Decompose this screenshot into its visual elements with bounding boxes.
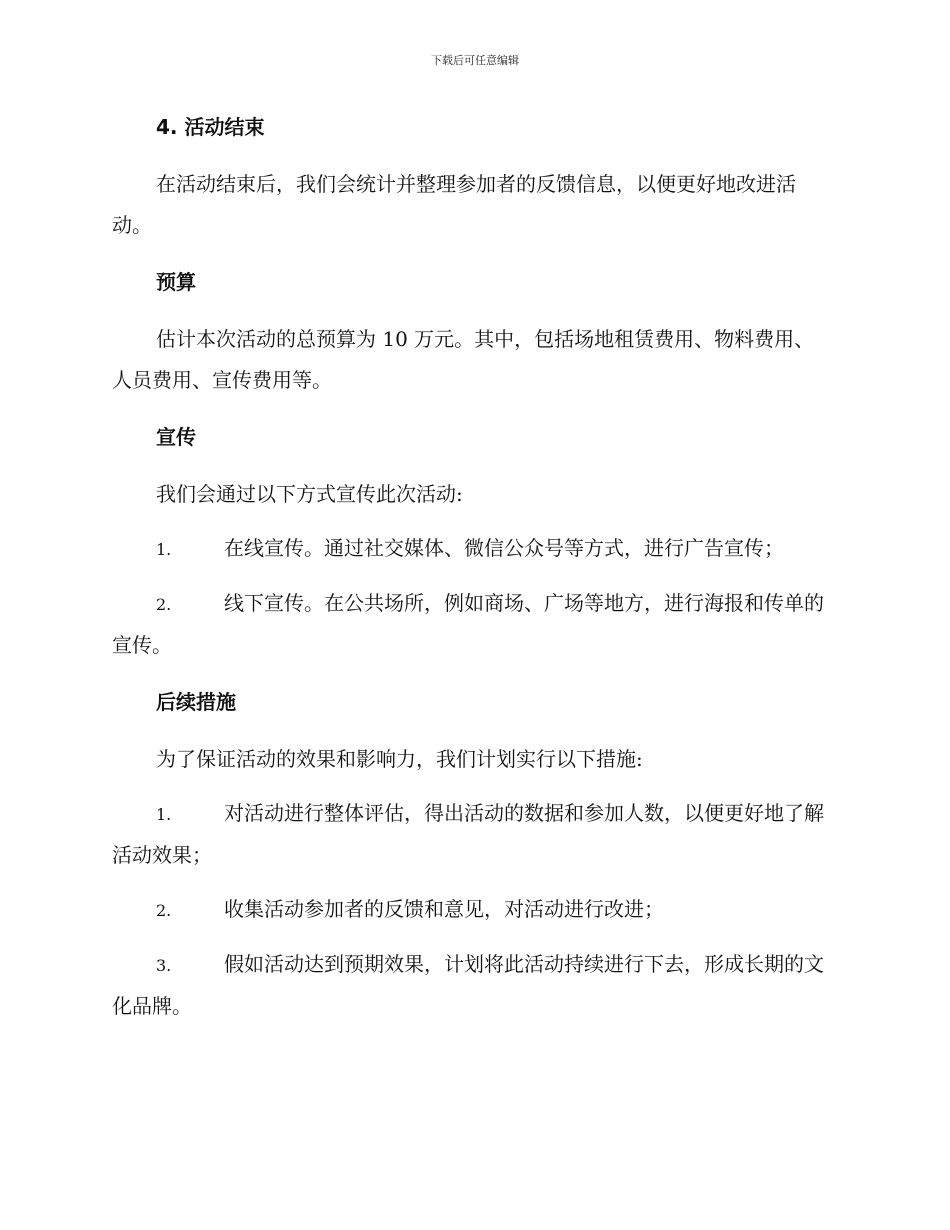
list-item bbox=[112, 583, 834, 666]
list-number: 2. bbox=[156, 901, 172, 920]
page-header: 下载后可任意编辑 bbox=[431, 54, 519, 67]
section-heading-activity-end: 4. 活动结束 bbox=[156, 115, 265, 139]
list-text: 收集活动参加者的反馈和意见，对活动进行改进； bbox=[224, 897, 664, 921]
list-text: 线下宣传。在公共场所，例如商场、广场等地方，进行海报和传单的宣传。 bbox=[112, 591, 824, 657]
list-number: 3. bbox=[156, 956, 172, 975]
paragraph-activity-end: 在活动结束后，我们会统计并整理参加者的反馈信息，以便更好地改进活动。 bbox=[112, 172, 796, 237]
list-number: 2. bbox=[156, 595, 172, 614]
section-heading-promotion: 宣传 bbox=[156, 425, 196, 449]
paragraph-budget: 估计本次活动的总预算为 10 万元。其中，包括场地租赁费用、物料费用、人员费用、宣传费用等。 bbox=[112, 327, 815, 392]
paragraph-followup-intro: 为了保证活动的效果和影响力，我们计划实行以下措施: bbox=[156, 747, 643, 771]
list-item bbox=[112, 944, 834, 1027]
list-text: 对活动进行整体评估，得出活动的数据和参加人数，以便更好地了解活动效果； bbox=[112, 801, 824, 867]
section-heading-followup: 后续措施 bbox=[156, 690, 236, 714]
list-item bbox=[112, 793, 834, 876]
list-number: 1. bbox=[156, 540, 172, 559]
document-body bbox=[112, 111, 834, 1027]
paragraph-promotion-intro: 我们会通过以下方式宣传此次活动: bbox=[156, 482, 463, 506]
section-heading-budget: 预算 bbox=[156, 270, 196, 294]
list-text: 假如活动达到预期效果，计划将此活动持续进行下去，形成长期的文化品牌。 bbox=[112, 952, 824, 1018]
list-item bbox=[112, 528, 834, 570]
list-number: 1. bbox=[156, 805, 172, 824]
list-item bbox=[112, 889, 834, 931]
list-text: 在线宣传。通过社交媒体、微信公众号等方式，进行广告宣传； bbox=[224, 536, 784, 560]
